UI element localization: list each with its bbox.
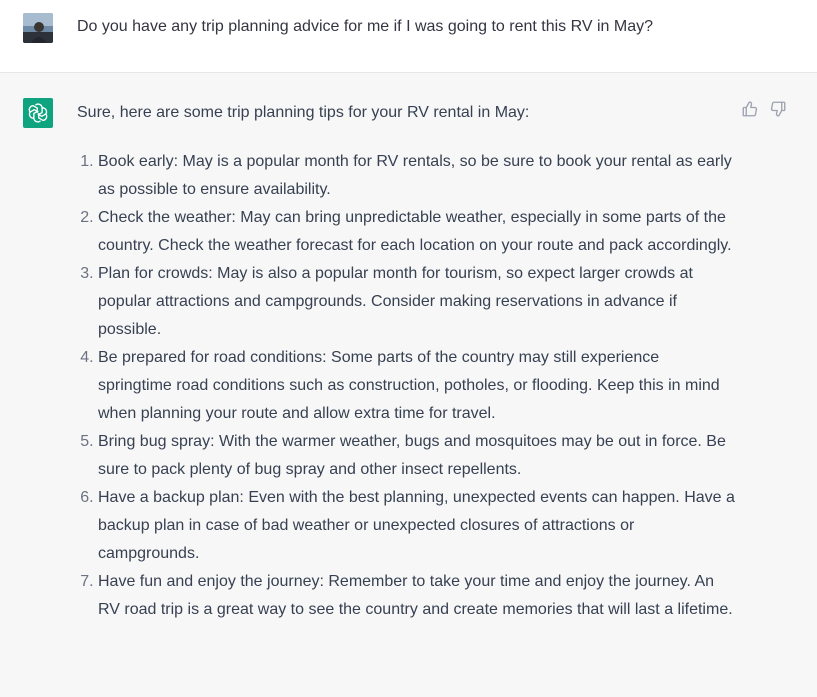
user-avatar (23, 13, 53, 43)
assistant-message-row (0, 73, 817, 697)
list-item: 3. Plan for crowds: May is also a popular month for tourism, so expect larger crowds at popular attractions and campgrounds. Consider making reservations in advance if possible. (98, 260, 737, 344)
list-item: 4. Be prepared for road conditions: Some parts of the country may still experience springtime road conditions such as construction, potholes, or flooding. Keep this in mind when planning your route and allow extra time for travel. (98, 344, 737, 428)
user-message-text: Do you have any trip planning advice for me if I was going to rent this RV in May? (77, 18, 654, 35)
list-item: 1. Book early: May is a popular month for RV rentals, so be sure to book your rental as early as possible to ensure availability. (98, 148, 737, 204)
assistant-intro-text: Sure, here are some trip planning tips for your RV rental in May: (77, 104, 530, 121)
tips-list (77, 148, 737, 624)
user-avatar-photo (23, 13, 53, 43)
thumbs-up-icon[interactable] (741, 100, 759, 118)
list-item: 6. Have a backup plan: Even with the best planning, unexpected events can happen. Have a backup plan in case of bad weather or unexpected closures of attractions or campgrounds. (98, 484, 737, 568)
list-item: 7. Have fun and enjoy the journey: Remember to take your time and enjoy the journey. An RV road trip is a great way to see the country and create memories that will last a lifetime. (98, 568, 737, 624)
user-message-row (0, 0, 817, 73)
openai-logo-icon (23, 98, 53, 128)
list-item: 5. Bring bug spray: With the warmer weather, bugs and mosquitoes may be out in force. Be sure to pack plenty of bug spray and other insect repellents. (98, 428, 737, 484)
list-item: 2. Check the weather: May can bring unpredictable weather, especially in some parts of the country. Check the weather forecast for each location on your route and pack accordingly. (98, 204, 737, 260)
thumbs-down-icon[interactable] (769, 100, 787, 118)
